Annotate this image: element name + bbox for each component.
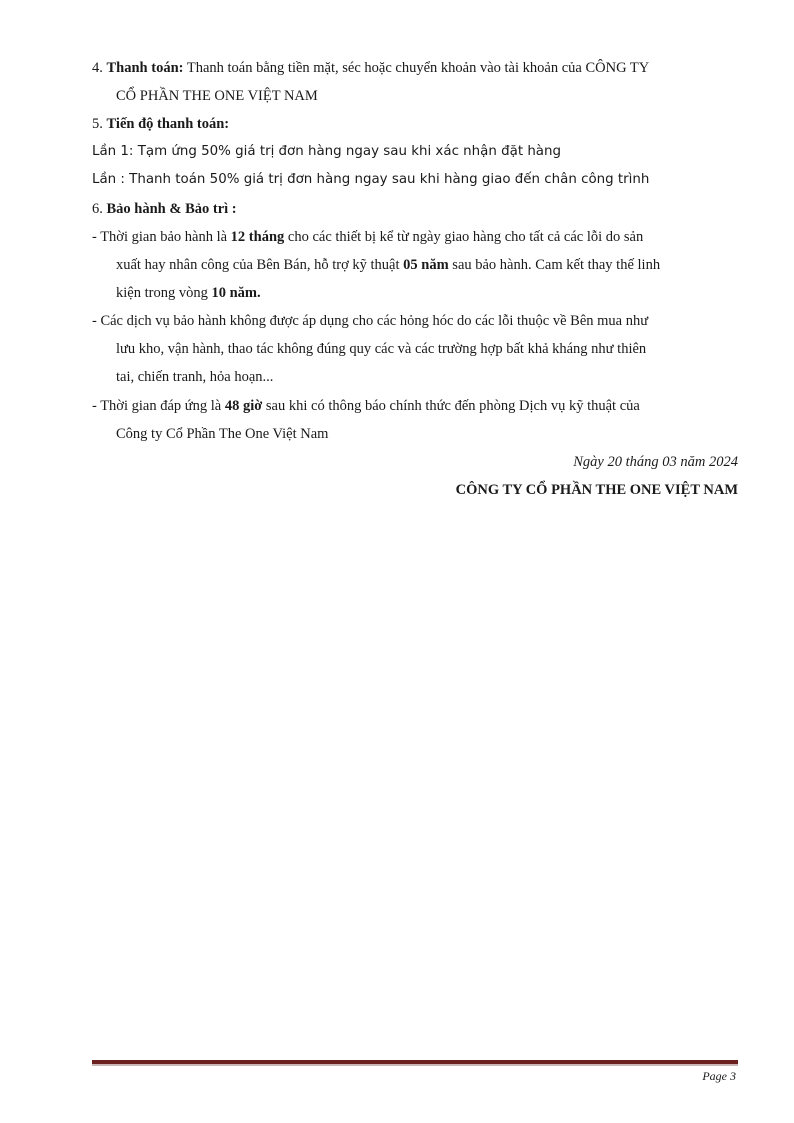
text: cho các thiết bị kể từ ngày giao hàng cho tất cả các lỗi do sản (284, 229, 644, 245)
text: - Thời gian đáp ứng là (92, 398, 225, 414)
warranty-p2-line-1: - Các dịch vụ bảo hành không được áp dụng cho các hỏng hóc do các lỗi thuộc về Bên mua như (92, 313, 649, 329)
payment-company: CỔ PHẦN THE ONE VIỆT NAM (116, 88, 318, 104)
signature-date: Ngày 20 tháng 03 năm 2024 (573, 454, 738, 470)
page-number: Page 3 (702, 1069, 736, 1083)
signature-company-name: CÔNG TY CỔ PHẦN THE ONE VIỆT NAM (455, 482, 738, 498)
response-time: 48 giờ (224, 398, 263, 414)
text: - Thời gian bảo hành là (92, 229, 231, 245)
warranty-p3-line-2: Công ty Cổ Phần The One Việt Nam (116, 426, 329, 442)
section-number: 4. (92, 60, 103, 76)
warranty-duration: 12 tháng (230, 229, 285, 245)
schedule-item-2: Lần : Thanh toán 50% giá trị đơn hàng ngay sau khi hàng giao đến chân công trình (92, 172, 650, 187)
warranty-p2-line-3: tai, chiến tranh, hỏa hoạn... (116, 369, 274, 385)
text: kiện trong vòng (116, 285, 212, 301)
schedule-heading: Tiến độ thanh toán: (106, 116, 230, 132)
warranty-p1-line-3 (116, 283, 261, 303)
footer-rule (92, 1060, 738, 1064)
warranty-p1-line-1 (92, 227, 643, 247)
schedule-heading-line (92, 114, 229, 134)
text: sau khi có thông báo chính thức đến phòng Dịch vụ kỹ thuật của (262, 398, 640, 414)
schedule-item-1: Lần 1: Tạm ứng 50% giá trị đơn hàng ngay sau khi xác nhận đặt hàng (92, 144, 561, 159)
section-number: 5. (92, 116, 103, 132)
text: xuất hay nhân công của Bên Bán, hỗ trợ kỹ thuật (116, 257, 404, 273)
warranty-heading-line (92, 199, 237, 219)
section-number: 6. (92, 201, 103, 217)
payment-text: Thanh toán bằng tiền mặt, séc hoặc chuyển khoản vào tài khoản của CÔNG TY (186, 60, 650, 76)
replacement-duration: 10 năm. (211, 285, 261, 301)
warranty-p3-line-1 (92, 396, 640, 416)
warranty-p1-line-2 (116, 255, 660, 275)
text: sau bảo hành. Cam kết thay thế linh (448, 257, 661, 273)
signature-company (456, 480, 738, 500)
warranty-p2-line-2: lưu kho, vận hành, thao tác không đúng quy các và các trường hợp bất khả kháng như thiên (116, 341, 647, 357)
payment-heading: Thanh toán: (106, 60, 184, 76)
payment-line-1 (92, 58, 649, 78)
payment-line-2 (116, 86, 318, 106)
warranty-heading: Bảo hành & Bảo trì : (106, 201, 237, 217)
support-duration: 05 năm (403, 257, 449, 273)
